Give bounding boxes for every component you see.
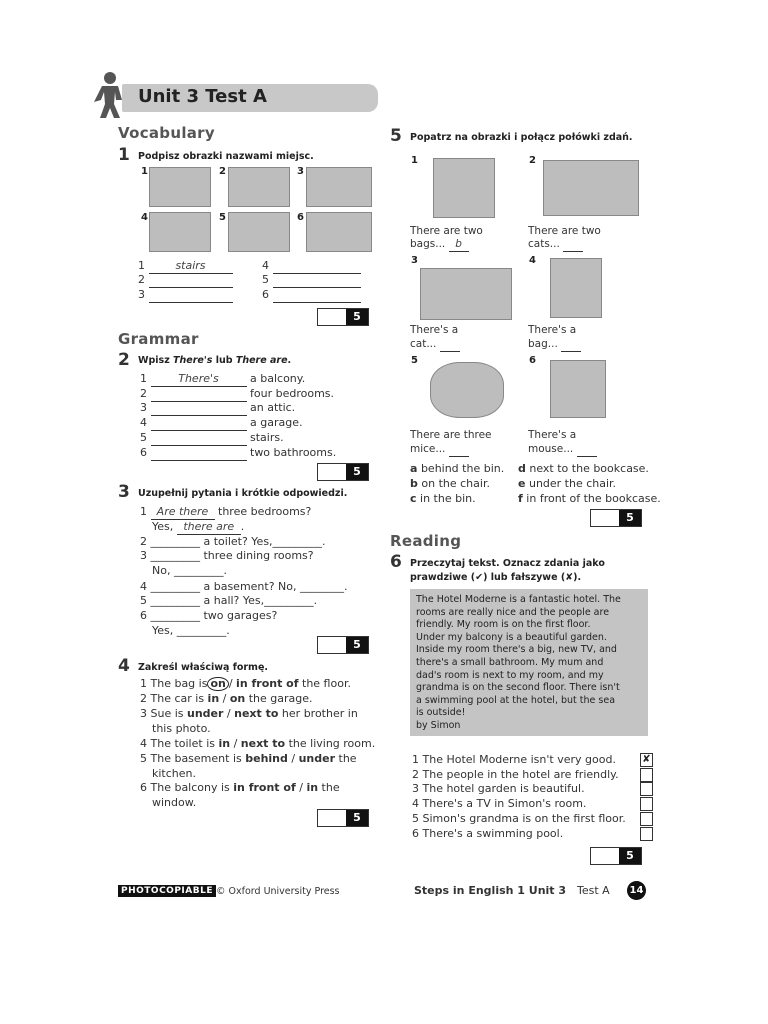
text-line: rooms are really nice and the people are <box>416 606 610 618</box>
pic-label: 2 <box>219 166 226 177</box>
option-f: f in front of the bookcase. <box>518 492 661 505</box>
reading-text-box <box>410 589 648 736</box>
picture-bag-under-chair <box>550 258 602 318</box>
test-label: Test A <box>577 884 610 897</box>
sentence-start: There's a <box>528 324 577 336</box>
picture-cats-bookcase <box>543 160 639 216</box>
question-line[interactable]: 5 _________ a hall? Yes,_________. <box>140 594 318 607</box>
answer-line[interactable]: No, _________. <box>152 564 227 577</box>
answer-line-3[interactable]: 3 <box>138 288 233 303</box>
picture-bin <box>550 360 606 418</box>
exercise-3-number: 3 <box>118 482 130 502</box>
answer-line-2[interactable]: 2 <box>138 273 233 288</box>
statement-5: 5 Simon's grandma is on the first floor. <box>412 812 626 825</box>
pic-label: 3 <box>297 166 304 177</box>
picture-garden <box>228 167 290 207</box>
picture-cat-bin <box>420 268 512 320</box>
answer-line[interactable]: Yes, there are . <box>152 520 245 533</box>
statement-1: 1 The Hotel Moderne isn't very good. <box>412 753 616 766</box>
option-d: d next to the bookcase. <box>518 462 649 475</box>
score-box[interactable]: 5 <box>317 308 369 326</box>
pic-label: 6 <box>529 355 536 366</box>
text-line: a swimming pool at the hotel, but the sea <box>416 694 616 706</box>
exercise-3-instruction: Uzupełnij pytania i krótkie odpowiedzi. <box>138 488 348 499</box>
exercise-6-number: 6 <box>390 552 402 572</box>
question-line[interactable]: 4 _________ a basement? No, ________. <box>140 580 348 593</box>
page-title: Unit 3 Test A <box>138 86 267 107</box>
sentence-start: There are two <box>528 225 601 237</box>
sentence-start-line2[interactable]: mouse... <box>528 442 597 457</box>
sentence-start: There are three <box>410 429 492 441</box>
picture-room-3 <box>306 167 372 207</box>
statement-2: 2 The people in the hotel are friendly. <box>412 768 619 781</box>
text-line: there's a small bathroom. My mum and <box>416 656 604 668</box>
option-a: a behind the bin. <box>410 462 505 475</box>
score-box[interactable]: 5 <box>590 847 642 865</box>
exercise-6-instruction-2: prawdziwe (✔) lub fałszywe (✘). <box>410 572 582 583</box>
sentence-start: There's a <box>528 429 577 441</box>
pic-label: 1 <box>411 155 418 166</box>
answer-line-4[interactable]: 4 <box>262 259 361 274</box>
pic-label: 6 <box>297 212 304 223</box>
publisher-text: © Oxford University Press <box>216 886 340 897</box>
text-line: Under my balcony is a beautiful garden. <box>416 631 607 643</box>
grammar-item[interactable]: 4 a garage. <box>140 416 303 429</box>
choice-line[interactable]: 3 Sue is under / next to her brother in <box>140 707 358 720</box>
picture-stairs <box>149 167 211 207</box>
grammar-item[interactable]: 3 an attic. <box>140 401 296 414</box>
answer-line-1[interactable]: 1 stairs <box>138 259 233 274</box>
question-line[interactable]: 6 _________ two garages? <box>140 609 278 622</box>
true-false-checkbox[interactable] <box>640 812 653 826</box>
picture-bags-on-chair <box>433 158 495 218</box>
choice-line-cont: this photo. <box>152 722 211 735</box>
book-title: Steps in English 1 Unit 3 <box>414 884 567 897</box>
choice-line[interactable]: 6 The balcony is in front of / in the <box>140 781 340 794</box>
text-line: is outside! <box>416 707 466 719</box>
reading-heading: Reading <box>390 532 462 550</box>
true-false-checkbox[interactable] <box>640 827 653 841</box>
option-e: e under the chair. <box>518 477 617 490</box>
exercise-4-number: 4 <box>118 656 130 676</box>
answer-line-5[interactable]: 5 <box>262 273 361 288</box>
true-false-checkbox[interactable]: ✘ <box>640 753 653 767</box>
question-line[interactable]: 2 _________ a toilet? Yes,_________. <box>140 535 326 548</box>
choice-line[interactable]: 1 The bag is on / in front of the floor. <box>140 677 351 690</box>
choice-line[interactable]: 4 The toilet is in / next to the living room. <box>140 737 376 750</box>
exercise-1-instruction: Podpisz obrazki nazwami miejsc. <box>138 151 314 162</box>
statement-4: 4 There's a TV in Simon's room. <box>412 797 587 810</box>
grammar-item[interactable]: 6 two bathrooms. <box>140 446 337 459</box>
true-false-checkbox[interactable] <box>640 768 653 782</box>
picture-kitchen <box>228 212 290 252</box>
exercise-2-number: 2 <box>118 350 130 370</box>
choice-line-cont: window. <box>152 796 197 809</box>
grammar-heading: Grammar <box>118 330 199 348</box>
true-false-checkbox[interactable] <box>640 782 653 796</box>
sentence-start-line2[interactable]: bag... <box>528 337 581 352</box>
option-b: b on the chair. <box>410 477 490 490</box>
option-c: c in the bin. <box>410 492 476 505</box>
exercise-5-instruction: Popatrz na obrazki i połącz połówki zdań. <box>410 132 633 143</box>
sentence-start-line2[interactable]: mice... <box>410 442 469 457</box>
choice-line[interactable]: 2 The car is in / on the garage. <box>140 692 313 705</box>
text-author: by Simon <box>416 719 461 731</box>
text-line: The Hotel Moderne is a fantastic hotel. The <box>416 594 621 605</box>
choice-line[interactable]: 5 The basement is behind / under the <box>140 752 357 765</box>
photocopiable-badge: PHOTOCOPIABLE <box>118 885 216 897</box>
answer-line[interactable]: Yes, _________. <box>152 624 230 637</box>
picture-living-room <box>306 212 372 252</box>
sentence-start-line2[interactable]: cats... <box>528 237 583 252</box>
sentence-start-line2[interactable]: cat... <box>410 337 460 352</box>
score-box[interactable]: 5 <box>590 509 642 527</box>
text-line: dad's room is next to my room, and my <box>416 669 604 681</box>
true-false-checkbox[interactable] <box>640 797 653 811</box>
sentence-start: There are two <box>410 225 483 237</box>
exercise-4-instruction: Zakreśl właściwą formę. <box>138 662 269 673</box>
exercise-5-number: 5 <box>390 126 402 146</box>
pic-label: 5 <box>219 212 226 223</box>
pic-label: 2 <box>529 155 536 166</box>
page-number: 14 <box>627 881 646 900</box>
pic-label: 4 <box>529 255 536 266</box>
sentence-start: There's a <box>410 324 459 336</box>
statement-6: 6 There's a swimming pool. <box>412 827 564 840</box>
score-box[interactable]: 5 <box>317 463 369 481</box>
exercise-2-instruction: Wpisz There's lub There are. <box>138 355 292 366</box>
text-line: grandma is on the second floor. There isn't <box>416 682 620 694</box>
pic-label: 3 <box>411 255 418 266</box>
statement-3: 3 The hotel garden is beautiful. <box>412 782 585 795</box>
grammar-item[interactable]: 5 stairs. <box>140 431 284 444</box>
grammar-item[interactable]: 2 four bedrooms. <box>140 387 335 400</box>
question-line[interactable]: 3 _________ three dining rooms? <box>140 549 314 562</box>
picture-bathroom <box>149 212 211 252</box>
answer-line-6[interactable]: 6 <box>262 288 361 303</box>
text-line: friendly. My room is on the first floor. <box>416 619 591 631</box>
score-box[interactable]: 5 <box>317 636 369 654</box>
pic-label: 5 <box>411 355 418 366</box>
pic-label: 1 <box>141 166 148 177</box>
score-box[interactable]: 5 <box>317 809 369 827</box>
pic-label: 4 <box>141 212 148 223</box>
vocabulary-heading: Vocabulary <box>118 124 215 142</box>
choice-line-cont: kitchen. <box>152 767 196 780</box>
grammar-item[interactable]: 1 There's a balcony. <box>140 372 306 385</box>
exercise-1-number: 1 <box>118 145 130 165</box>
exercise-6-instruction-1: Przeczytaj tekst. Oznacz zdania jako <box>410 558 605 569</box>
picture-mice-in-bin <box>430 362 504 418</box>
sentence-start-line2[interactable]: bags... b <box>410 237 469 252</box>
question-line[interactable]: 1 Are there three bedrooms? <box>140 505 312 518</box>
text-line: Inside my room there's a big, new TV, and <box>416 644 617 656</box>
